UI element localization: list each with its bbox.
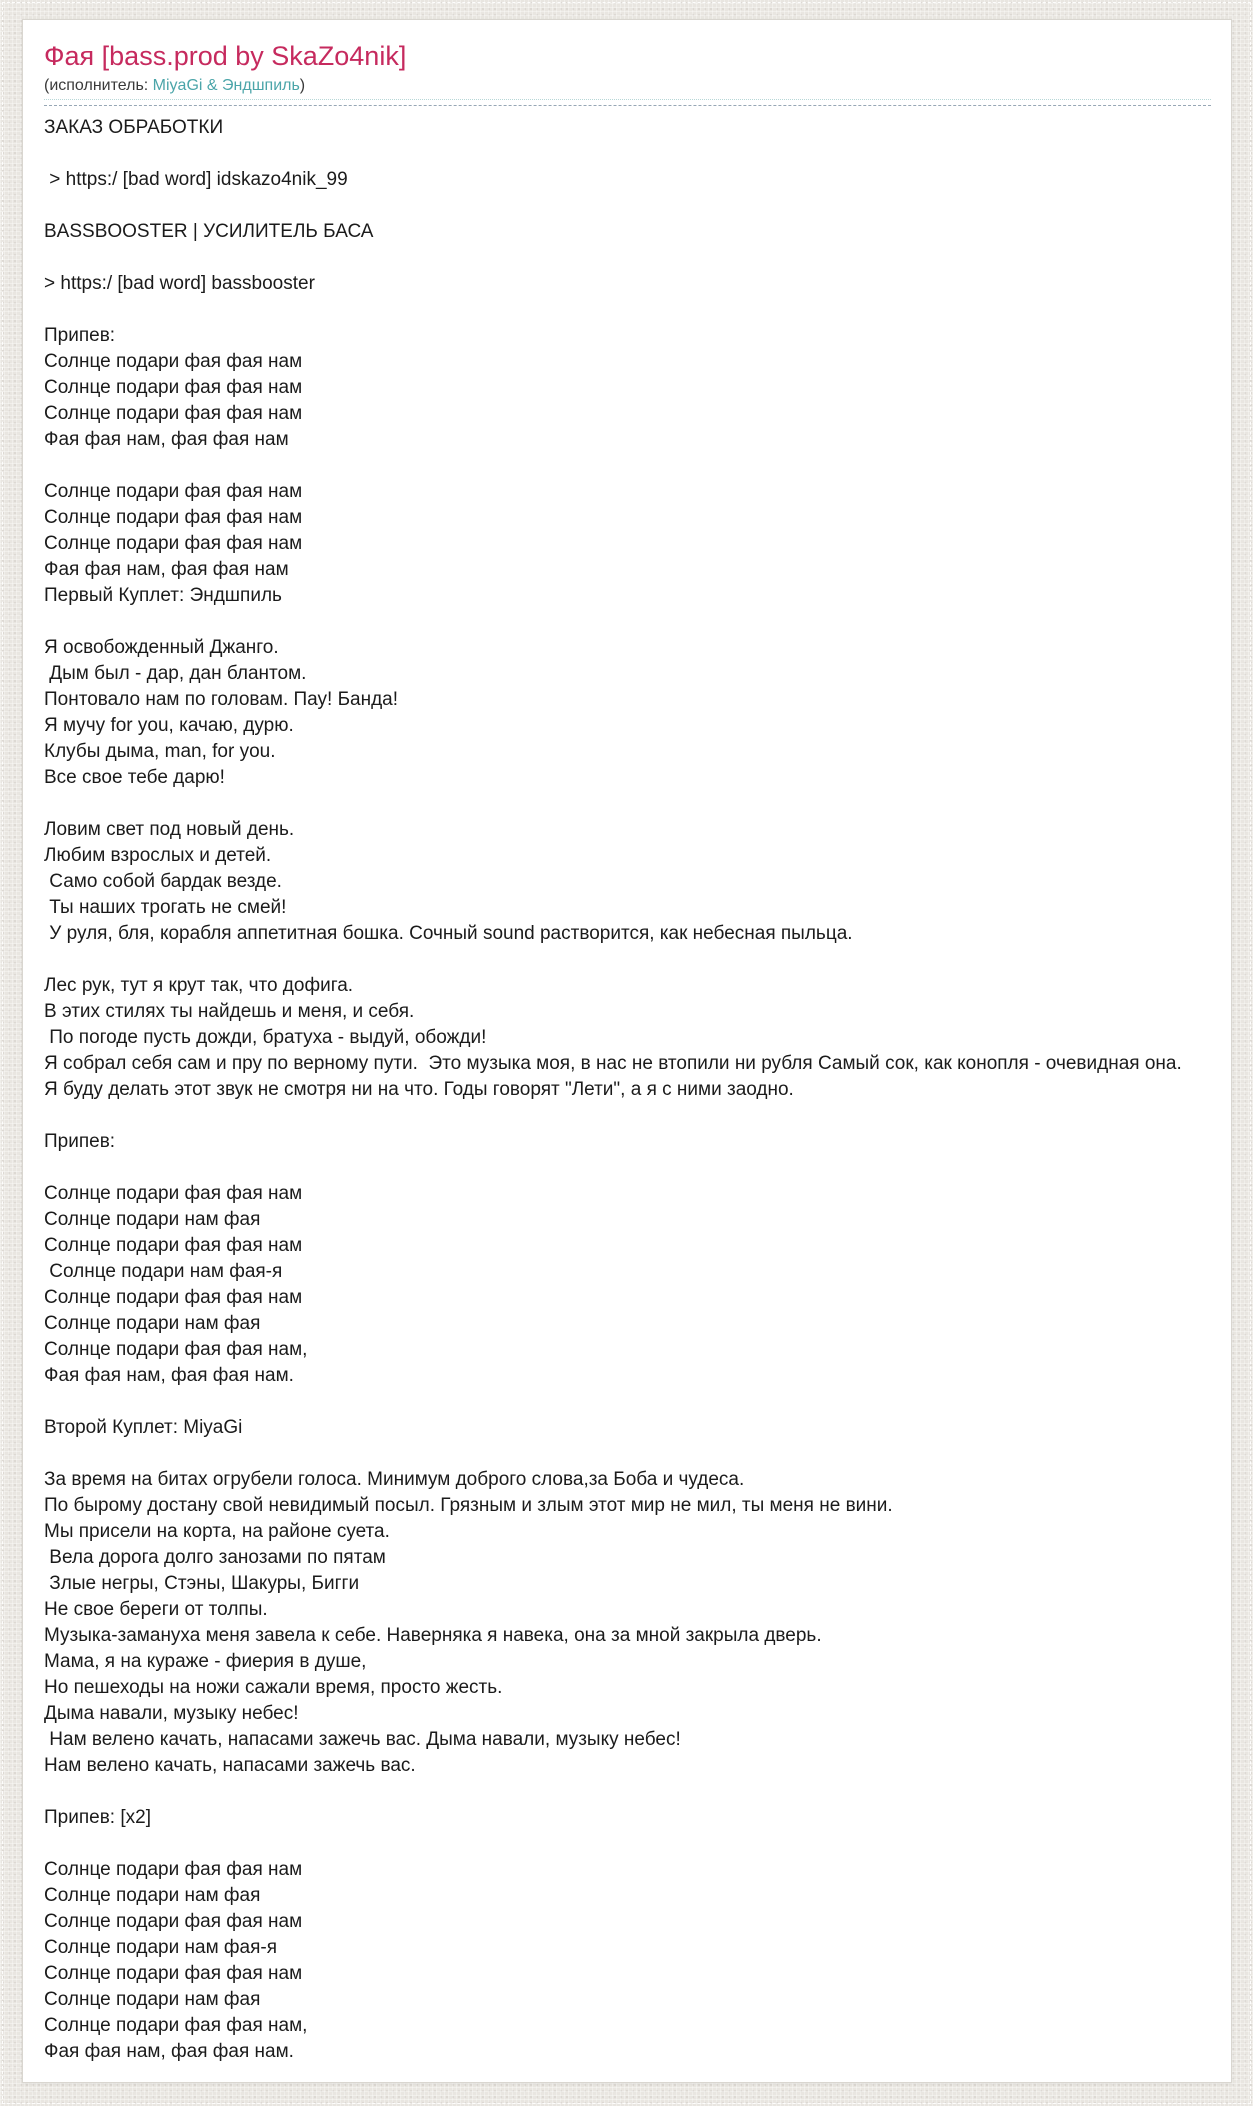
lyric-line: Ловим свет под новый день. [44,819,295,840]
lyric-line: Не свое береги от толпы. [44,1599,268,1620]
lyric-line: Солнце подари фая фая нам [44,351,303,372]
lyric-line: Понтовало нам по головам. Пау! Банда! [44,689,399,710]
lyric-line: Солнце подари фая фая нам, [44,2015,308,2036]
lyric-line: > https:/ [bad word] idskazo4nik_99 [44,169,348,190]
lyric-line: Солнце подари нам фая [44,1313,261,1334]
lyric-line: Нам велено качать, напасами зажечь вас. [44,1755,416,1776]
lyric-line: Солнце подари фая фая нам [44,1859,303,1880]
lyric-line: Припев: [44,1131,116,1152]
lyric-line: В этих стилях ты найдешь и меня, и себя. [44,1001,415,1022]
lyric-line [44,947,1211,973]
lyrics-text [44,115,1211,2065]
lyric-line: Солнце подари фая фая нам [44,1183,303,1204]
lyric-line: Солнце подари фая фая нам [44,1235,303,1256]
lyric-line: Солнце подари нам фая-я [44,1937,278,1958]
lyric-line: Само собой бардак везде. [44,871,282,892]
lyric-line: Лес рук, тут я крут так, что дофига. [44,975,354,996]
lyric-line: По бырому достану свой невидимый посыл. Грязным и злым этот мир не мил, ты меня не вини. [44,1495,893,1516]
lyric-line [44,1831,1211,1857]
lyric-line [44,141,1211,167]
lyric-line: Все свое тебе дарю! [44,767,225,788]
lyric-line: Солнце подари фая фая нам [44,1287,303,1308]
lyric-line: Солнце подари фая фая нам [44,533,303,554]
lyric-line: Я буду делать этот звук не смотря ни на что. Годы говорят "Лети", а я с ними заодно. [44,1079,794,1100]
lyric-line: Солнце подари нам фая [44,1989,261,2010]
lyric-line: Фая фая нам, фая фая нам. [44,2041,294,2062]
lyric-line: Солнце подари фая фая нам [44,481,303,502]
lyric-line: Я собрал себя сам и пру по верному пути. Это музыка моя, в нас не втопили ни рубля Самый сок, как конопля - очевидная она. [44,1053,1182,1074]
lyric-line: Клубы дыма, man, for you. [44,741,276,762]
lyric-line: Но пешеходы на ножи сажали время, просто жесть. [44,1677,503,1698]
content-sheet [22,19,1232,2083]
separator-dashed-gray [44,105,1211,106]
lyric-line: Солнце подари фая фая нам [44,377,303,398]
lyric-line: Дым был - дар, дан блантом. [44,663,307,684]
lyric-line: Солнце подари нам фая [44,1885,261,1906]
lyric-line: Фая фая нам, фая фая нам [44,559,289,580]
lyric-line: Солнце подари фая фая нам [44,507,303,528]
lyric-line [44,453,1211,479]
lyric-line: Солнце подари фая фая нам, [44,1339,308,1360]
artist-link[interactable]: MiyaGi & Эндшпиль [152,77,300,94]
lyric-line: Я освобожденный Джанго. [44,637,279,658]
lyric-line: Дыма навали, музыку небес! [44,1703,299,1724]
lyric-line: Второй Куплет: MiyaGi [44,1417,243,1438]
lyric-line: BASSBOOSTER | УСИЛИТЕЛЬ БАСА [44,221,374,242]
lyric-line [44,245,1211,271]
lyric-line: Первый Куплет: Эндшпиль [44,585,282,606]
lyric-line: Припев: [x2] [44,1807,151,1828]
page-title: Фая [bass.prod by SkaZo4nik] [44,41,407,71]
lyric-line: Фая фая нам, фая фая нам. [44,1365,294,1386]
lyric-line [44,1389,1211,1415]
lyric-line: У руля, бля, корабля аппетитная бошка. Сочный sound растворится, как небесная пыльца. [44,923,853,944]
lyric-line: Нам велено качать, напасами зажечь вас. Дыма навали, музыку небес! [44,1729,681,1750]
lyric-line: Мы присели на корта, на районе суета. [44,1521,390,1542]
lyric-line: Солнце подари нам фая [44,1209,261,1230]
lyric-line [44,297,1211,323]
lyric-line: За время на битах огрубели голоса. Минимум доброго слова,за Боба и чудеса. [44,1469,745,1490]
lyric-line: Солнце подари фая фая нам [44,1963,303,1984]
lyric-line: Я мучу for you, качаю, дурю. [44,715,294,736]
lyric-line: Ты наших трогать не смей! [44,897,287,918]
subtitle [44,76,1211,96]
lyric-line: > https:/ [bad word] bassbooster [44,273,315,294]
lyric-line [44,1155,1211,1181]
lyric-line [44,1441,1211,1467]
lyric-line: Любим взрослых и детей. [44,845,272,866]
lyric-line [44,1779,1211,1805]
lyric-line [44,1103,1211,1129]
subtitle-prefix: (исполнитель: [44,77,153,94]
lyric-line: По погоде пусть дожди, братуха - выдуй, обожди! [44,1027,487,1048]
lyric-line [44,193,1211,219]
lyric-line: Солнце подари фая фая нам [44,403,303,424]
lyric-line: Фая фая нам, фая фая нам [44,429,289,450]
lyric-line: Вела дорога долго занозами по пятам [44,1547,386,1568]
lyric-line: Музыка-замануха меня завела к себе. Наверняка я навека, она за мной закрыла дверь. [44,1625,822,1646]
lyric-line: Мама, я на кураже - фиерия в душе, [44,1651,367,1672]
lyric-line: Солнце подари нам фая-я [44,1261,283,1282]
subtitle-suffix: ) [299,77,306,94]
separator-dotted-teal [44,99,1211,100]
lyric-line [44,609,1211,635]
lyric-line: Солнце подари фая фая нам [44,1911,303,1932]
lyric-line: Припев: [44,325,116,346]
lyric-line [44,791,1211,817]
lyric-line: ЗАКАЗ ОБРАБОТКИ [44,117,224,138]
lyric-line: Злые негры, Стэны, Шакуры, Бигги [44,1573,360,1594]
